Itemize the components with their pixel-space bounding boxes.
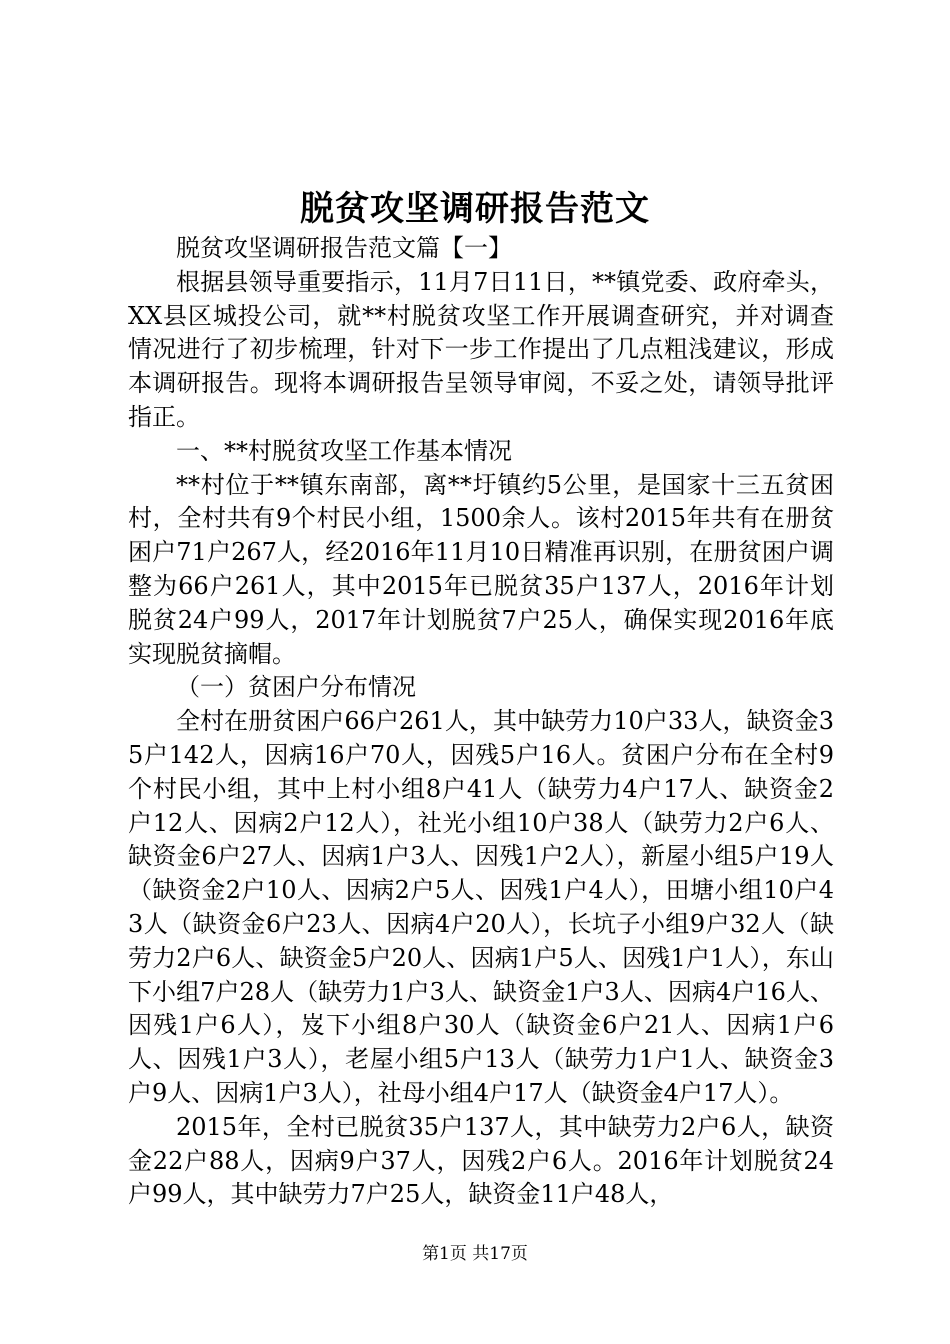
paragraph-introduction: 根据县领导重要指示，11月7日11日，**镇党委、政府牵头，XX县区城投公司，就**村脱贫攻坚工作开展调查研究，并对调查情况进行了初步梳理，针对下一步工作提出了几点粗浅建议，形成本调研报告。现将本调研报告呈领导审阅，不妥之处，请领导批评指正。 [128,267,834,431]
page-number-footer: 第1页 共17页 [422,1244,528,1264]
paragraph-village-overview: **村位于**镇东南部，离**圩镇约5公里，是国家十三五贫困村，全村共有9个村民小组，1500余人。该村2015年共有在册贫困户71户267人，经2016年11月10日精准再识别，在册贫困户调整为66户261人，其中2015年已脱贫35户137人，2016年计划脱贫24户99人，2017年计划脱贫7户25人，确保实现2016年底实现脱贫摘帽。 [128,470,834,668]
paragraph-distribution-details: 全村在册贫困户66户261人，其中缺劳力10户33人，缺资金35户142人，因病16户70人，因残5户16人。贫困户分布在全村9个村民小组，其中上村小组8户41人（缺劳力4户17人、缺资金2户12人、因病2户12人），社光小组10户38人（缺劳力2户6人、缺资金6户27人、因病1户3人、因残1户2人），新屋小组5户19人（缺资金2户10人、因病2户5人、因残1户4人），田塘小组10户43人（缺资金6户23人、因病4户20人），长坑子小组9户32人（缺劳力2户6人、缺资金5户20人、因病1户5人、因残1户1人），东山下小组7户28人（缺劳力1户3人、缺资金1户3人、因病4户16人、因残1户6人），岌下小组8户30人（缺资金6户21人、因病1户6人、因残1户3人），老屋小组5户13人（缺劳力1户1人、缺资金3户9人、因病1户3人），社母小组4户17人（缺资金4户17人）。 [128,707,834,1107]
document-title: 脱贫攻坚调研报告范文 [300,189,650,229]
paragraph-2015-status: 2015年，全村已脱贫35户137人，其中缺劳力2户6人，缺资金22户88人，因病9户37人，因残2户6人。2016年计划脱贫24户99人，其中缺劳力7户25人，缺资金11户48人， [128,1112,834,1209]
paragraph-section-heading: 脱贫攻坚调研报告范文篇【一】 [176,234,512,262]
paragraph-heading-basic-situation: 一、**村脱贫攻坚工作基本情况 [176,436,512,465]
document-body [128,232,834,1212]
paragraph-subheading-distribution: （一）贫困户分布情况 [176,673,416,702]
